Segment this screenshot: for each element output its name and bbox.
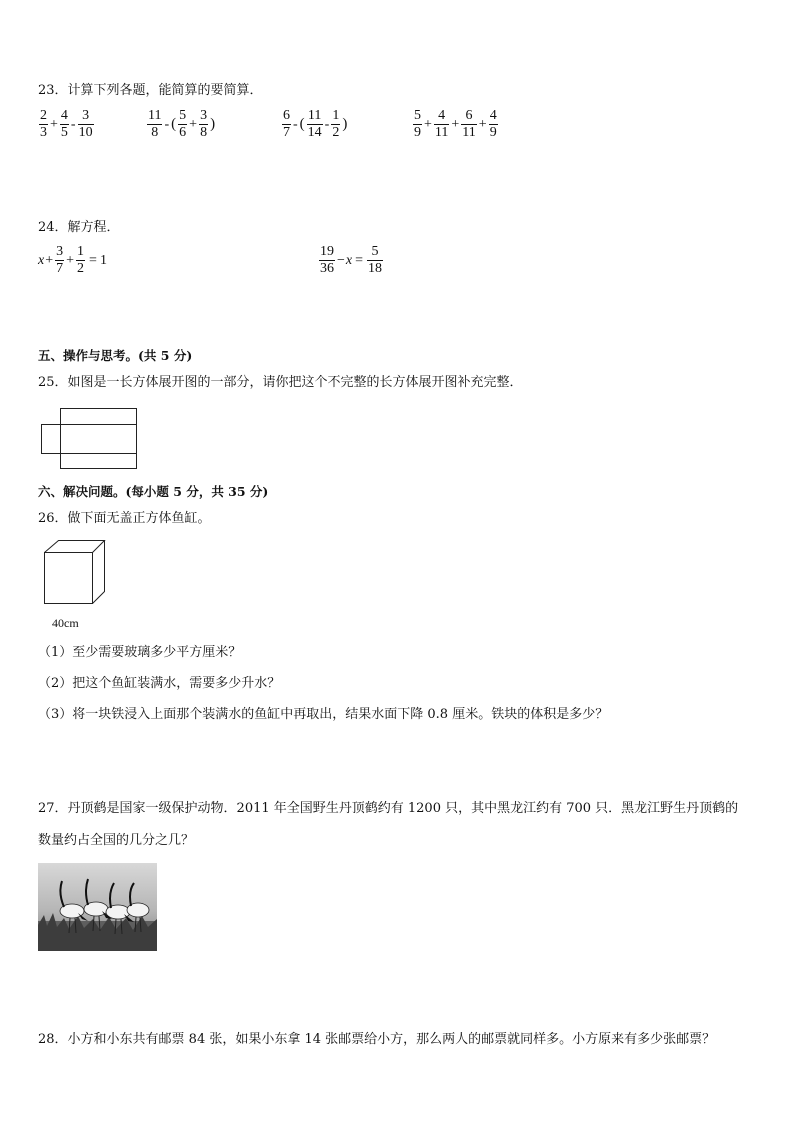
right-hand-side: 1	[99, 252, 107, 268]
equals-sign: =	[89, 252, 97, 268]
fraction: $\frac{3}{10}$	[78, 108, 93, 140]
operator: +	[45, 252, 54, 268]
q26-title: 26．做下面无盖正方体鱼缸。	[38, 511, 211, 526]
right-paren: )	[210, 116, 216, 132]
operator: +	[50, 116, 58, 132]
fraction: $\frac{4}{5}$	[60, 108, 68, 140]
cube-side-face	[93, 541, 105, 604]
cube-edge-label: 40cm	[52, 616, 79, 630]
fraction: $\frac{6}{7}$	[283, 108, 290, 140]
q23-title: 23．计算下列各题，能简算的要简算．	[38, 83, 263, 98]
variable: x	[345, 252, 353, 268]
operator: -	[70, 116, 76, 132]
section-6-heading: 六、解决问题。(每小题 5 分，共 35 分)	[38, 484, 269, 499]
fraction: $\frac{6}{11}$	[462, 108, 476, 140]
cube-front-face	[45, 553, 93, 604]
left-paren: (	[171, 116, 177, 132]
right-paren: )	[342, 116, 348, 132]
q24-equation-1	[38, 244, 107, 277]
variable: x	[38, 252, 45, 268]
fraction: $\frac{4}{11}$	[434, 108, 449, 140]
q23-expression-4	[412, 108, 499, 141]
q23-expression-3	[281, 108, 348, 141]
operator: +	[451, 116, 460, 132]
cube-diagram	[43, 538, 109, 608]
operator: +	[189, 116, 198, 132]
fraction: $\frac{3}{7}$	[56, 244, 64, 276]
fraction: $\frac{1}{2}$	[332, 108, 340, 140]
cube-top-face	[45, 541, 105, 553]
q25-text: 25．如图是一长方体展开图的一部分，请你把这个不完整的长方体展开图补充完整．	[38, 375, 523, 390]
operator: +	[478, 116, 487, 132]
fraction: $\frac{2}{3}$	[40, 108, 47, 140]
operator: +	[424, 116, 432, 132]
q26-subquestion-3: （3）将一块铁浸入上面那个装满水的鱼缸中再取出，结果水面下降 0.8 厘米。铁块的体积是多少？	[38, 707, 609, 722]
fraction: $\frac{1}{2}$	[77, 244, 85, 276]
fraction: $\frac{5}{6}$	[179, 108, 187, 140]
q26-subquestion-1: （1）至少需要玻璃多少平方厘米？	[38, 645, 242, 660]
operator: -	[293, 116, 298, 132]
q23-expression-2	[146, 108, 216, 141]
q28-text: 28．小方和小东共有邮票 84 张，如果小东拿 14 张邮票给小方，那么两人的邮票就同样多。小方原来有多少张邮票？	[38, 1032, 716, 1047]
fraction: $\frac{11}{8}$	[148, 108, 162, 140]
q26-subquestion-2: （2）把这个鱼缸装满水，需要多少升水？	[38, 676, 281, 691]
fraction: $\frac{5}{9}$	[414, 108, 421, 140]
operator: -	[324, 116, 330, 132]
net-main-rect	[61, 409, 137, 469]
fraction: $\frac{11}{14}$	[307, 108, 322, 140]
q24-equation-2	[318, 244, 384, 277]
section-5-heading: 五、操作与思考。(共 5 分)	[38, 348, 193, 363]
operator: -	[164, 116, 170, 132]
fraction: $\frac{19}{36}$	[320, 244, 334, 276]
q27-text-line-2: 数量约占全国的几分之几？	[38, 833, 195, 848]
operator: −	[337, 252, 345, 268]
equals-sign: =	[355, 252, 364, 268]
fraction: $\frac{4}{9}$	[489, 108, 497, 140]
fraction: $\frac{3}{8}$	[200, 108, 208, 140]
left-paren: (	[299, 116, 305, 132]
q23-expression-1	[38, 108, 95, 141]
red-crowned-cranes-photo	[38, 863, 157, 951]
q24-title: 24．解方程．	[38, 220, 120, 235]
fraction: $\frac{5}{18}$	[368, 244, 383, 276]
cuboid-net-diagram	[40, 406, 140, 472]
net-side-face	[42, 425, 61, 454]
operator: +	[66, 252, 75, 268]
q27-text-line-1: 27．丹顶鹤是国家一级保护动物．2011 年全国野生丹顶鹤约有 1200 只，其中黑龙江约有 700 只．黑龙江野生丹顶鹤的	[38, 801, 739, 816]
